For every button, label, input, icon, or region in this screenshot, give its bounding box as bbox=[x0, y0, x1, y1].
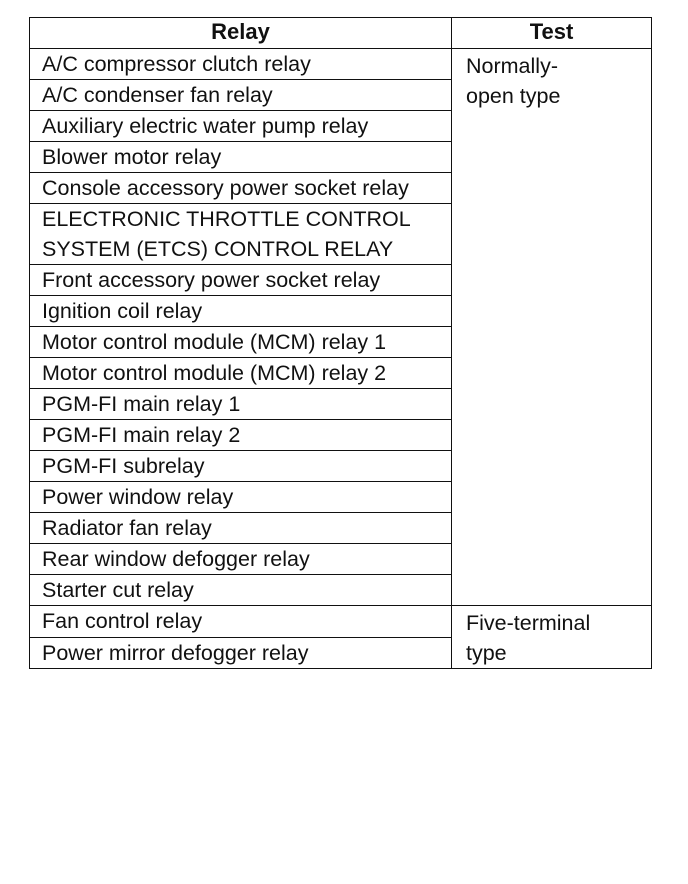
relay-name-cell: A/C condenser fan relay bbox=[30, 80, 452, 111]
relay-name-cell: Motor control module (MCM) relay 1 bbox=[30, 327, 452, 358]
header-test: Test bbox=[452, 18, 652, 49]
relay-name-cell: PGM-FI main relay 2 bbox=[30, 420, 452, 451]
relay-name-cell: PGM-FI main relay 1 bbox=[30, 389, 452, 420]
relay-name-cell: Starter cut relay bbox=[30, 575, 452, 606]
test-type-cell: Normally- open type bbox=[452, 49, 652, 606]
relay-name-cell: Front accessory power socket relay bbox=[30, 265, 452, 296]
relay-name-cell: Rear window defogger relay bbox=[30, 544, 452, 575]
relay-name-cell: ELECTRONIC THROTTLE CONTROL SYSTEM (ETCS) CONTROL RELAY bbox=[30, 204, 452, 265]
relay-name-cell: Blower motor relay bbox=[30, 142, 452, 173]
relay-name-cell: Fan control relay bbox=[30, 606, 452, 638]
relay-name-cell: Power window relay bbox=[30, 482, 452, 513]
test-type-cell: Five-terminal type bbox=[452, 606, 652, 669]
header-relay: Relay bbox=[30, 18, 452, 49]
relay-test-table bbox=[29, 17, 652, 669]
header-row bbox=[30, 18, 652, 49]
relay-name-cell: Console accessory power socket relay bbox=[30, 173, 452, 204]
relay-name-cell: Ignition coil relay bbox=[30, 296, 452, 327]
relay-name-cell: Radiator fan relay bbox=[30, 513, 452, 544]
relay-name-cell: Motor control module (MCM) relay 2 bbox=[30, 358, 452, 389]
table-body bbox=[30, 49, 652, 669]
relay-name-cell: PGM-FI subrelay bbox=[30, 451, 452, 482]
table-row bbox=[30, 606, 652, 638]
table-row bbox=[30, 49, 652, 80]
relay-name-cell: Auxiliary electric water pump relay bbox=[30, 111, 452, 142]
relay-name-cell: Power mirror defogger relay bbox=[30, 637, 452, 669]
relay-name-cell: A/C compressor clutch relay bbox=[30, 49, 452, 80]
